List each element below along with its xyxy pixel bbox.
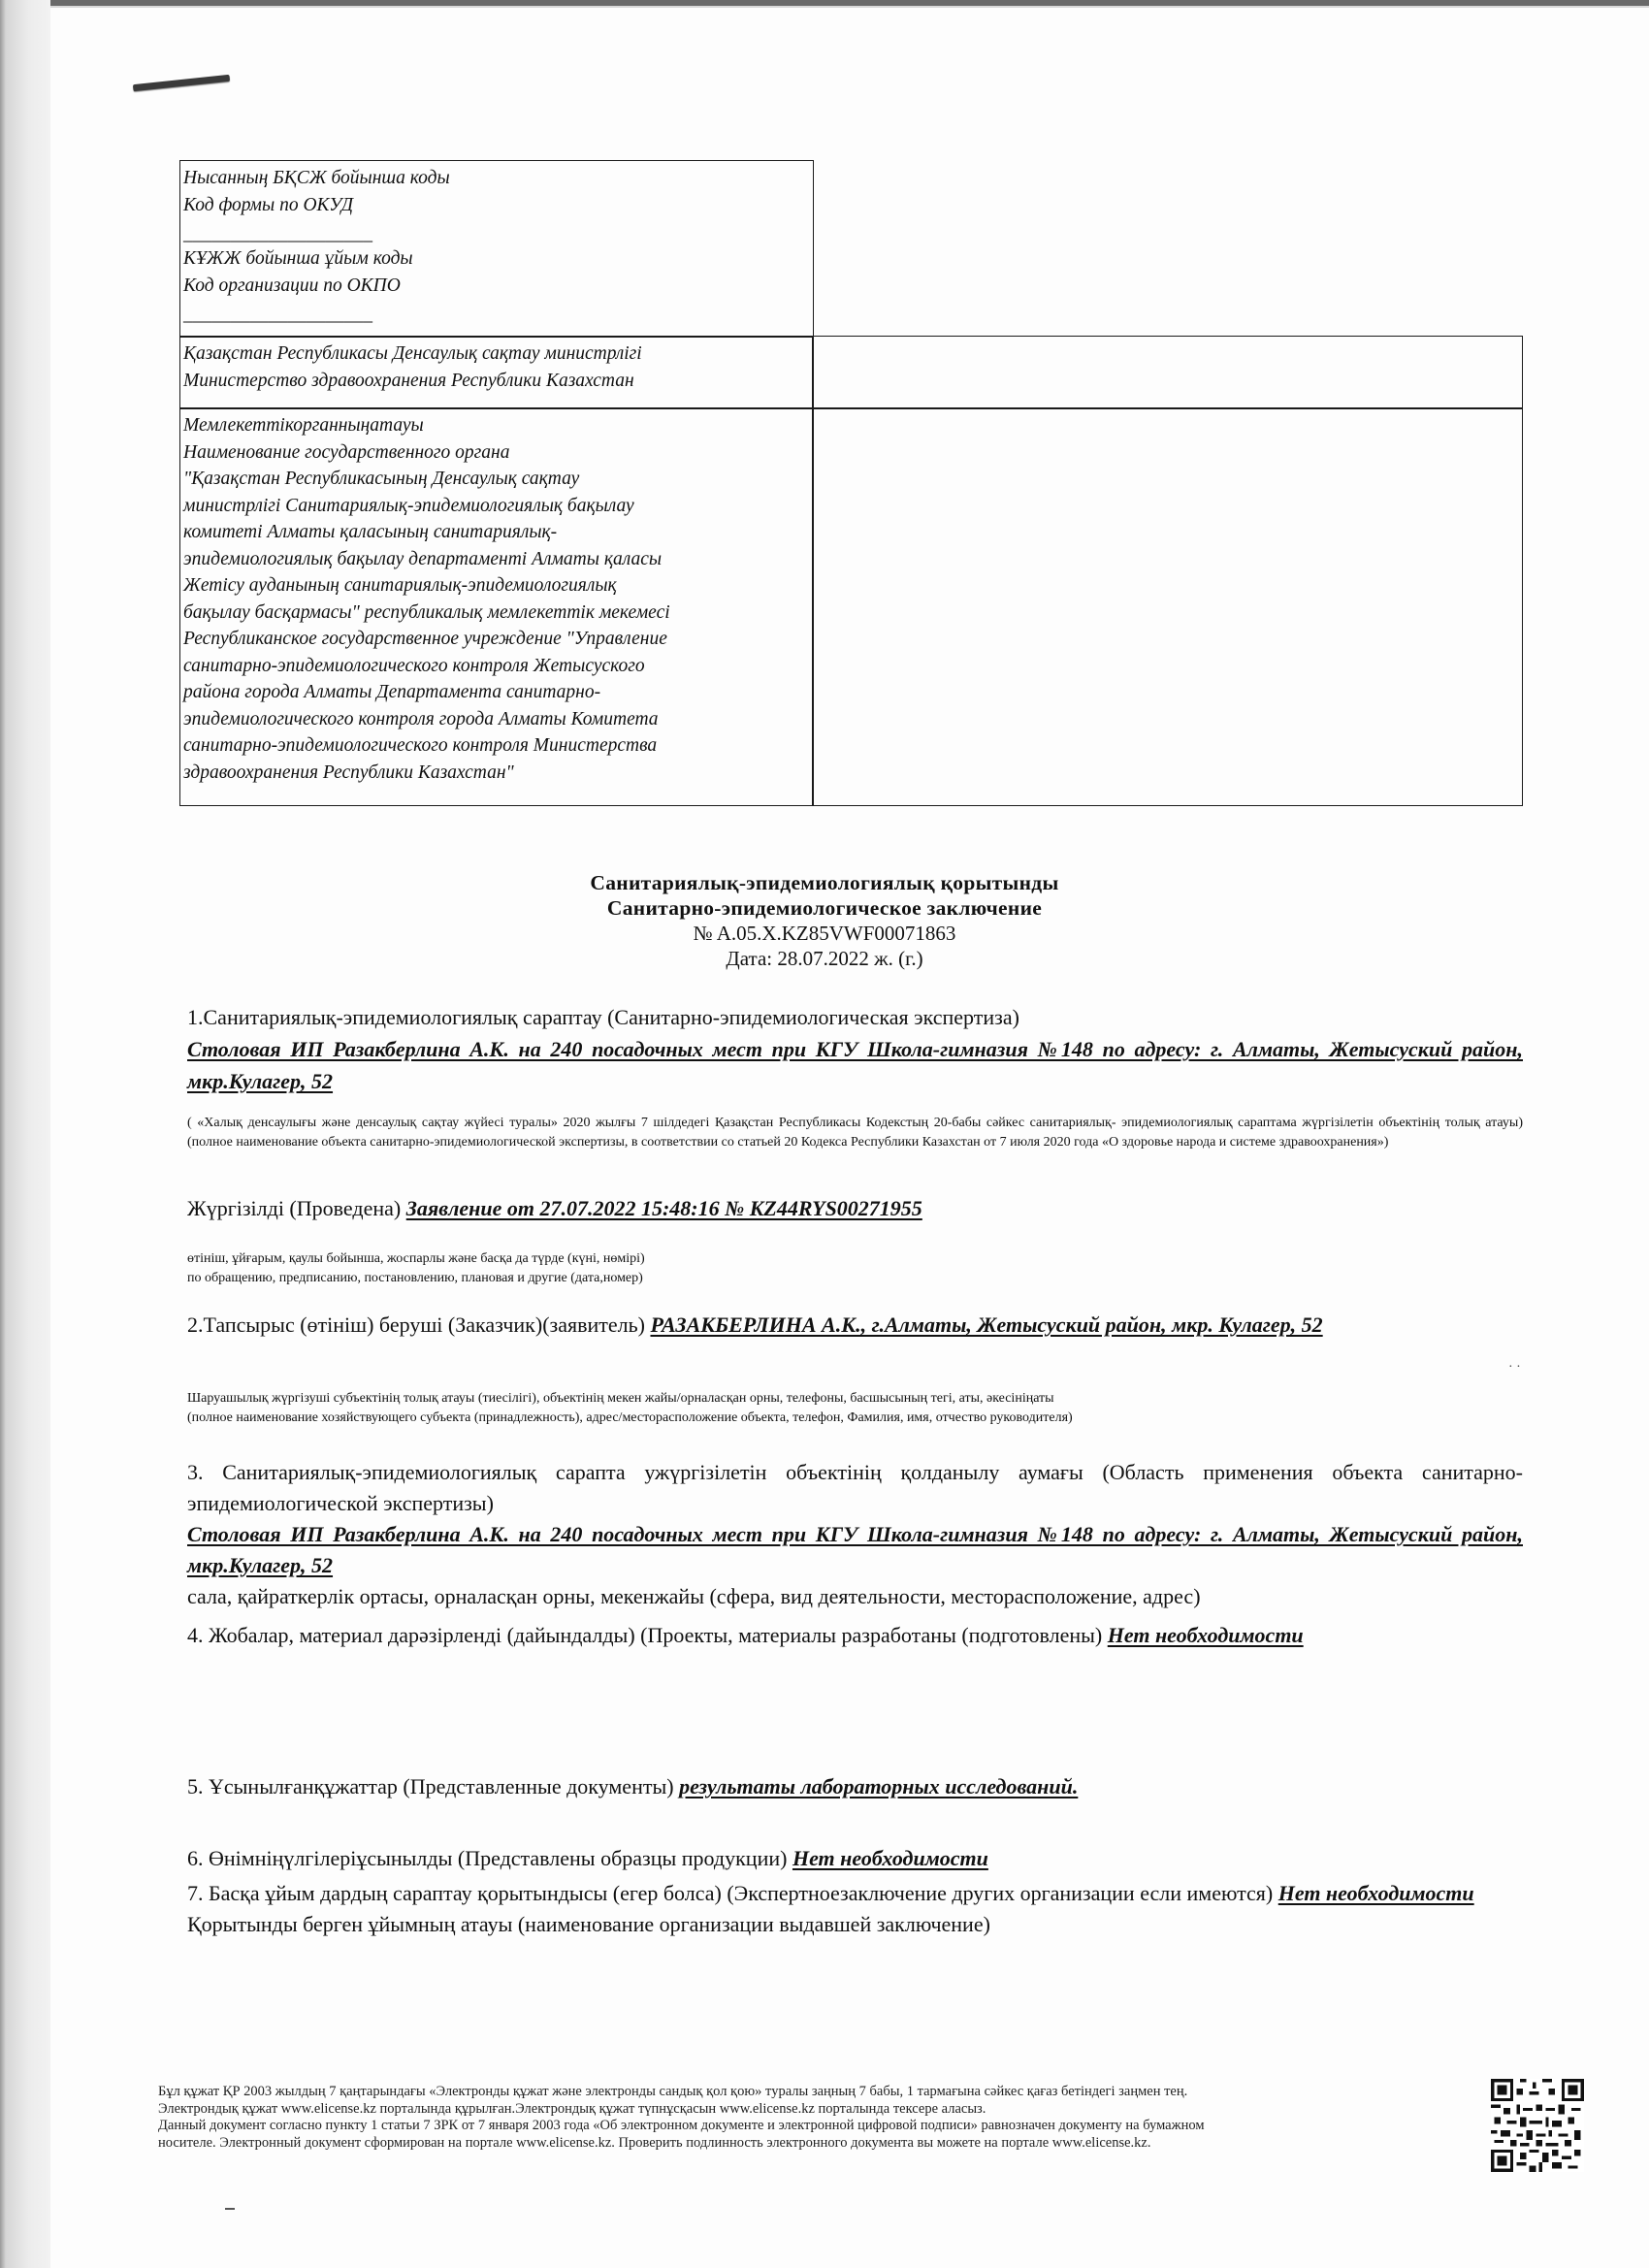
agency-right-cell <box>812 407 1523 806</box>
section-2 <box>187 1310 1523 1341</box>
form-code-line: ____________________ <box>183 305 372 325</box>
section-5-label: 5. Ұсынылғанқұжаттар (Представленные документы) <box>187 1774 674 1798</box>
legal-footer <box>158 2084 1497 2152</box>
conducted-note-kz: өтініш, ұйғарым, қаулы бойынша, жоспарлы және басқа да түрде (күні, нөмірі) <box>187 1251 645 1266</box>
agency-line: санитарно-эпидемиологического контроля Министерства <box>183 735 658 756</box>
section-1 <box>187 1002 1523 1097</box>
form-code-line: КҰЖЖ бойынша ұйым коды <box>183 248 413 269</box>
title-kz: Санитариялық-эпидемиологиялық қорытынды <box>590 871 1059 894</box>
conducted-value: Заявление от 27.07.2022 15:48:16 № KZ44RYS00271955 <box>405 1196 922 1220</box>
scan-edge-left <box>0 0 50 2268</box>
document-date: Дата: 28.07.2022 ж. (г.) <box>726 947 923 970</box>
ministry-right-cell <box>812 336 1523 409</box>
title-ru: Санитарно-эпидемиологическое заключение <box>606 896 1043 920</box>
section-4-label: 4. Жобалар, материал дарәзірленді (дайындалды) (Проекты, материалы разработаны (подготовлены) <box>187 1623 1103 1647</box>
agency-line: санитарно-эпидемиологического контроля Жетысуского <box>183 655 645 676</box>
agency-line: Республиканское государственное учреждение "Управление <box>183 629 667 649</box>
agency-line: эпидемиологиялық бақылау департаменті Алматы қаласы <box>183 548 663 569</box>
section-3-note: сала, қайраткерлік ортасы, орналасқан орны, мекенжайы (сфера, вид деятельности, месторасположение, адрес) <box>187 1584 1201 1608</box>
document-number: № A.05.X.KZ85VWF00071863 <box>693 922 956 945</box>
agency-line: Жетісу ауданының санитариялық-эпидемиологиялық <box>183 575 617 596</box>
footer-line: Данный документ согласно пункту 1 статьи 7 ЗРК от 7 января 2003 года «Об электронном документе и электронной цифровой подписи» равнозначен документу на бумажном <box>158 2118 1205 2133</box>
ministry-cell <box>179 336 814 409</box>
agency-cell <box>179 407 814 806</box>
section-5 <box>187 1771 1523 1802</box>
section-7-issuer-label: Қорытынды берген ұйымның атауы (наименование организации выдавшей заключение) <box>187 1912 990 1936</box>
conducted <box>187 1193 1523 1224</box>
footer-line: Электрондық құжат www.elicense.kz порталында құрылған.Электрондық құжат түпнұсқасын www.elicense.kz порталында тексере аласыз. <box>158 2100 986 2117</box>
section-7-label: 7. Басқа ұйым дардың сараптау қорытындысы (егер болса) (Экспертноезаключение других организации если имеются) <box>187 1881 1274 1905</box>
section-2-value: РАЗАКБЕРЛИНА А.К., г.Алматы, Жетысуский район, мкр. Кулагер, 52 <box>650 1312 1323 1337</box>
section-7-value: Нет необходимости <box>1277 1881 1474 1905</box>
section-4-value: Нет необходимости <box>1107 1623 1304 1647</box>
agency-line: министрлігі Санитариялық-эпидемиологиялық бақылау <box>183 495 634 516</box>
form-code-line: Код формы по ОКУД <box>183 194 353 215</box>
conducted-note <box>187 1249 1523 1288</box>
section-2-note-kz: Шаруашылық жүргізуші субъектінің толық атауы (тиесілігі), объектінің мекен жайы/орналасқан орны, телефоны, басшысының тегі, аты, әкесініңаты <box>187 1391 1054 1406</box>
conducted-note-ru: по обращению, предписанию, постановлению, плановая и другие (дата,номер) <box>187 1271 643 1285</box>
agency-line: комитеті Алматы қаласының санитариялық- <box>183 522 558 542</box>
scan-edge-top <box>0 0 1649 6</box>
section-5-value: результаты лабораторных исследований. <box>679 1774 1079 1798</box>
agency-line: "Қазақстан Республикасының Денсаулық сақтау <box>183 469 580 489</box>
ministry-ru: Министерство здравоохранения Республики Казахстан <box>183 370 634 391</box>
section-3-value: Столовая ИП Разакберлина А.К. на 240 посадочных мест при КГУ Школа-гимназия №148 по адресу: г. Алматы, Жетысуский район, мкр.Кулагер, 52 <box>187 1522 1523 1577</box>
section-1-label: 1.Санитариялық-эпидемиологиялық сараптау (Санитарно-эпидемиологическая экспертиза) <box>187 1005 1019 1029</box>
conducted-label: Жүргізілді (Проведена) <box>187 1196 402 1220</box>
agency-line: Наименование государственного органа <box>183 441 510 463</box>
section-6 <box>187 1843 1523 1874</box>
section-3-label: 3. Санитариялық-эпидемиологиялық сарапта ужүргізілетін объектінің қолданылу аумағы (Область применения объекта санитарно-эпидемиологической экспертизы) <box>187 1460 1523 1515</box>
form-code-line: ____________________ <box>183 224 372 244</box>
ministry-kz: Қазақстан Республикасы Денсаулық сақтау министрлігі <box>183 343 642 364</box>
section-2-note <box>187 1389 1523 1428</box>
section-3 <box>187 1457 1523 1612</box>
form-codes-cell <box>179 160 814 338</box>
section-6-value: Нет необходимости <box>792 1846 988 1870</box>
footer-line: носителе. Электронный документ сформирован на портале www.elicense.kz. Проверить подлинность электронного документа вы можете на портале www.elicense.kz. <box>158 2134 1151 2151</box>
scan-mark <box>225 2208 235 2210</box>
agency-line: района города Алматы Департамента санитарно- <box>183 682 601 702</box>
section-2-note-ru: (полное наименование хозяйствующего субъекта (принадлежность), адрес/месторасположение объекта, телефон, Фамилия, имя, отчество руководителя) <box>187 1410 1073 1425</box>
section-6-label: 6. Өнімніңүлгілеріұсынылды (Представлены образцы продукции) <box>187 1846 788 1870</box>
section-1-note: ( «Халық денсаулығы және денсаулық сақтау жүйесі туралы» 2020 жылғы 7 шілдедегі Қазақстан Республикасы Кодекстың 20-бабы сәйкес санитариялық- эпидемиологиялық сараптама жүргізілетін объектінің толық атауы) (полное наименование объекта санитарно-эпидемиологической экспертизы, в соответствии со статьей 20 Кодекса Республики Казахстан от 7 июля 2020 года «О здоровье народа и системе здравоохранения») <box>187 1116 1523 1150</box>
agency-line: бақылау басқармасы" республикалық мемлекеттік мекемесі <box>183 601 670 623</box>
section-4 <box>187 1620 1523 1651</box>
agency-line: здравоохранения Республики Казахстан" <box>183 761 514 783</box>
section-2-label: 2.Тапсырыс (өтініш) беруші (Заказчик)(заявитель) <box>187 1312 645 1337</box>
document-title <box>0 870 1649 971</box>
section-1-value: Столовая ИП Разакберлина А.К. на 240 посадочных мест при КГУ Школа-гимназия №148 по адресу: г. Алматы, Жетысуский район, мкр.Кулагер, 52 <box>187 1037 1523 1093</box>
scan-dots: · · <box>1508 1360 1521 1375</box>
footer-line: Бұл құжат ҚР 2003 жылдың 7 қаңтарындағы «Электронды құжат және электронды сандық қол қою» туралы заңның 7 бабы, 1 тармағына сәйкес қағаз бетіндегі заңмен тең. <box>158 2084 1188 2099</box>
form-code-line: Код организации по ОКПО <box>183 275 401 296</box>
section-7 <box>187 1878 1523 1940</box>
agency-line: эпидемиологического контроля города Алматы Комитета <box>183 708 659 729</box>
agency-line: Мемлекеттікорганныңатауы <box>183 415 424 436</box>
qr-code-icon <box>1491 2079 1584 2172</box>
form-code-line: Нысанның БҚСЖ бойынша коды <box>183 168 450 188</box>
